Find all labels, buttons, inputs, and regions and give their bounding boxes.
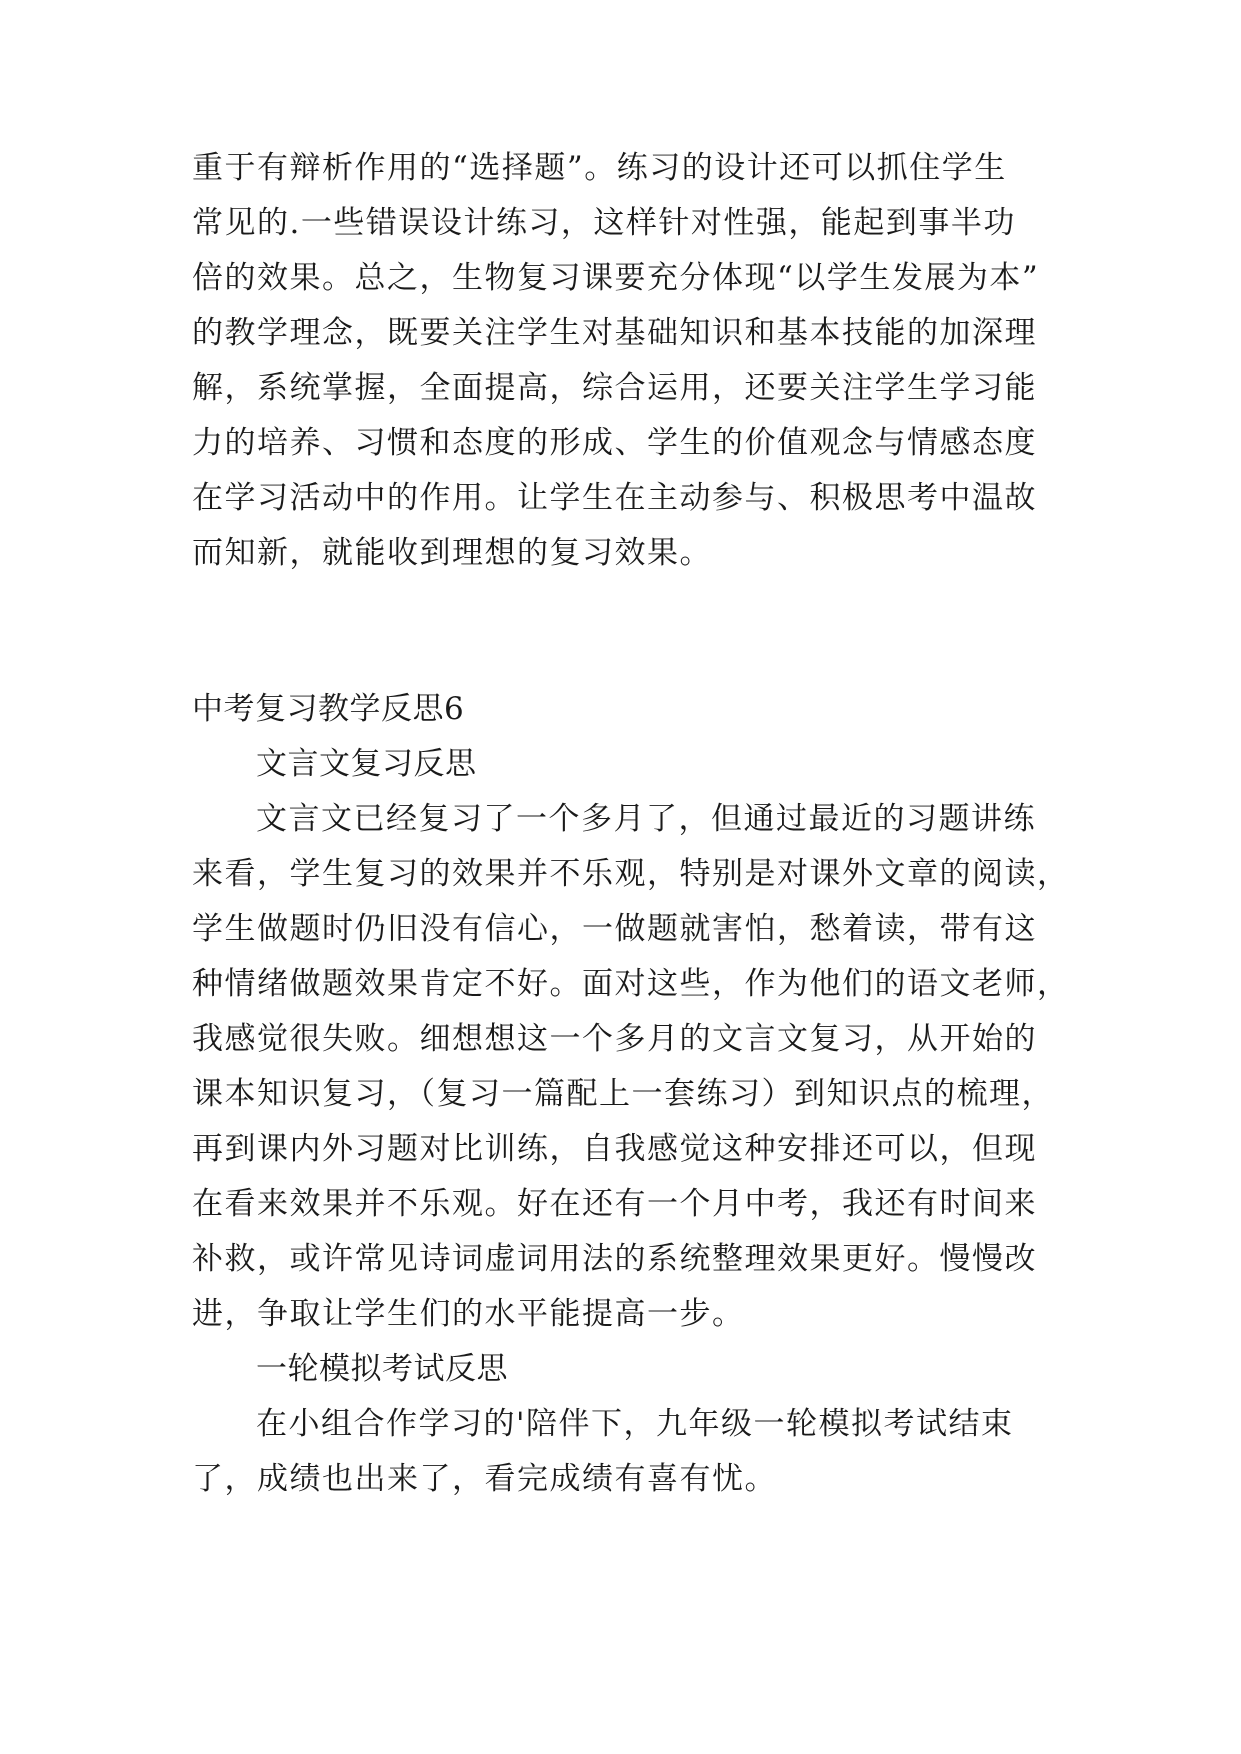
paragraph-line: 而知新，就能收到理想的复习效果。	[192, 535, 712, 571]
paragraph-line: 解，系统掌握，全面提高，综合运用，还要关注学生学习能	[192, 370, 1037, 406]
paragraph-line: 种情绪做题效果肯定不好。面对这些，作为他们的语文老师，	[192, 966, 1070, 1002]
paragraph-line: 的教学理念，既要关注学生对基础知识和基本技能的加深理	[192, 315, 1037, 351]
paragraph-line: 进，争取让学生们的水平能提高一步。	[192, 1296, 745, 1332]
paragraph-line: 了，成绩也出来了，看完成绩有喜有忧。	[192, 1461, 777, 1497]
paragraph-line: 力的培养、习惯和态度的形成、学生的价值观念与情感态度	[192, 425, 1037, 461]
paragraph-line: 常见的.一些错误设计练习，这样针对性强，能起到事半功	[192, 205, 1016, 241]
paragraph-line: 文言文已经复习了一个多月了，但通过最近的习题讲练	[256, 801, 1036, 837]
paragraph-line: 学生做题时仍旧没有信心，一做题就害怕，愁着读，带有这	[192, 911, 1037, 947]
paragraph-line: 在看来效果并不乐观。好在还有一个月中考，我还有时间来	[192, 1186, 1037, 1222]
paragraph-line: 在小组合作学习的'陪伴下，九年级一轮模拟考试结束	[256, 1406, 1014, 1442]
subsection-title: 文言文复习反思	[256, 746, 477, 782]
paragraph-line: 补救，或许常见诗词虚词用法的系统整理效果更好。慢慢改	[192, 1241, 1037, 1277]
paragraph-line: 重于有辩析作用的“选择题”。练习的设计还可以抓住学生	[192, 150, 1007, 186]
paragraph-line: 倍的效果。总之，生物复习课要充分体现“以学生发展为本”	[192, 260, 1040, 296]
paragraph-line: 再到课内外习题对比训练，自我感觉这种安排还可以，但现	[192, 1131, 1037, 1167]
subsection-title: 一轮模拟考试反思	[256, 1351, 508, 1387]
section-title: 中考复习教学反思6	[192, 691, 465, 727]
paragraph-line: 课本知识复习，（复习一篇配上一套练习）到知识点的梳理，	[192, 1076, 1054, 1112]
paragraph-line: 来看，学生复习的效果并不乐观，特别是对课外文章的阅读，	[192, 856, 1070, 892]
paragraph-line: 在学习活动中的作用。让学生在主动参与、积极思考中温故	[192, 480, 1037, 516]
paragraph-line: 我感觉很失败。细想想这一个多月的文言文复习，从开始的	[192, 1021, 1037, 1057]
